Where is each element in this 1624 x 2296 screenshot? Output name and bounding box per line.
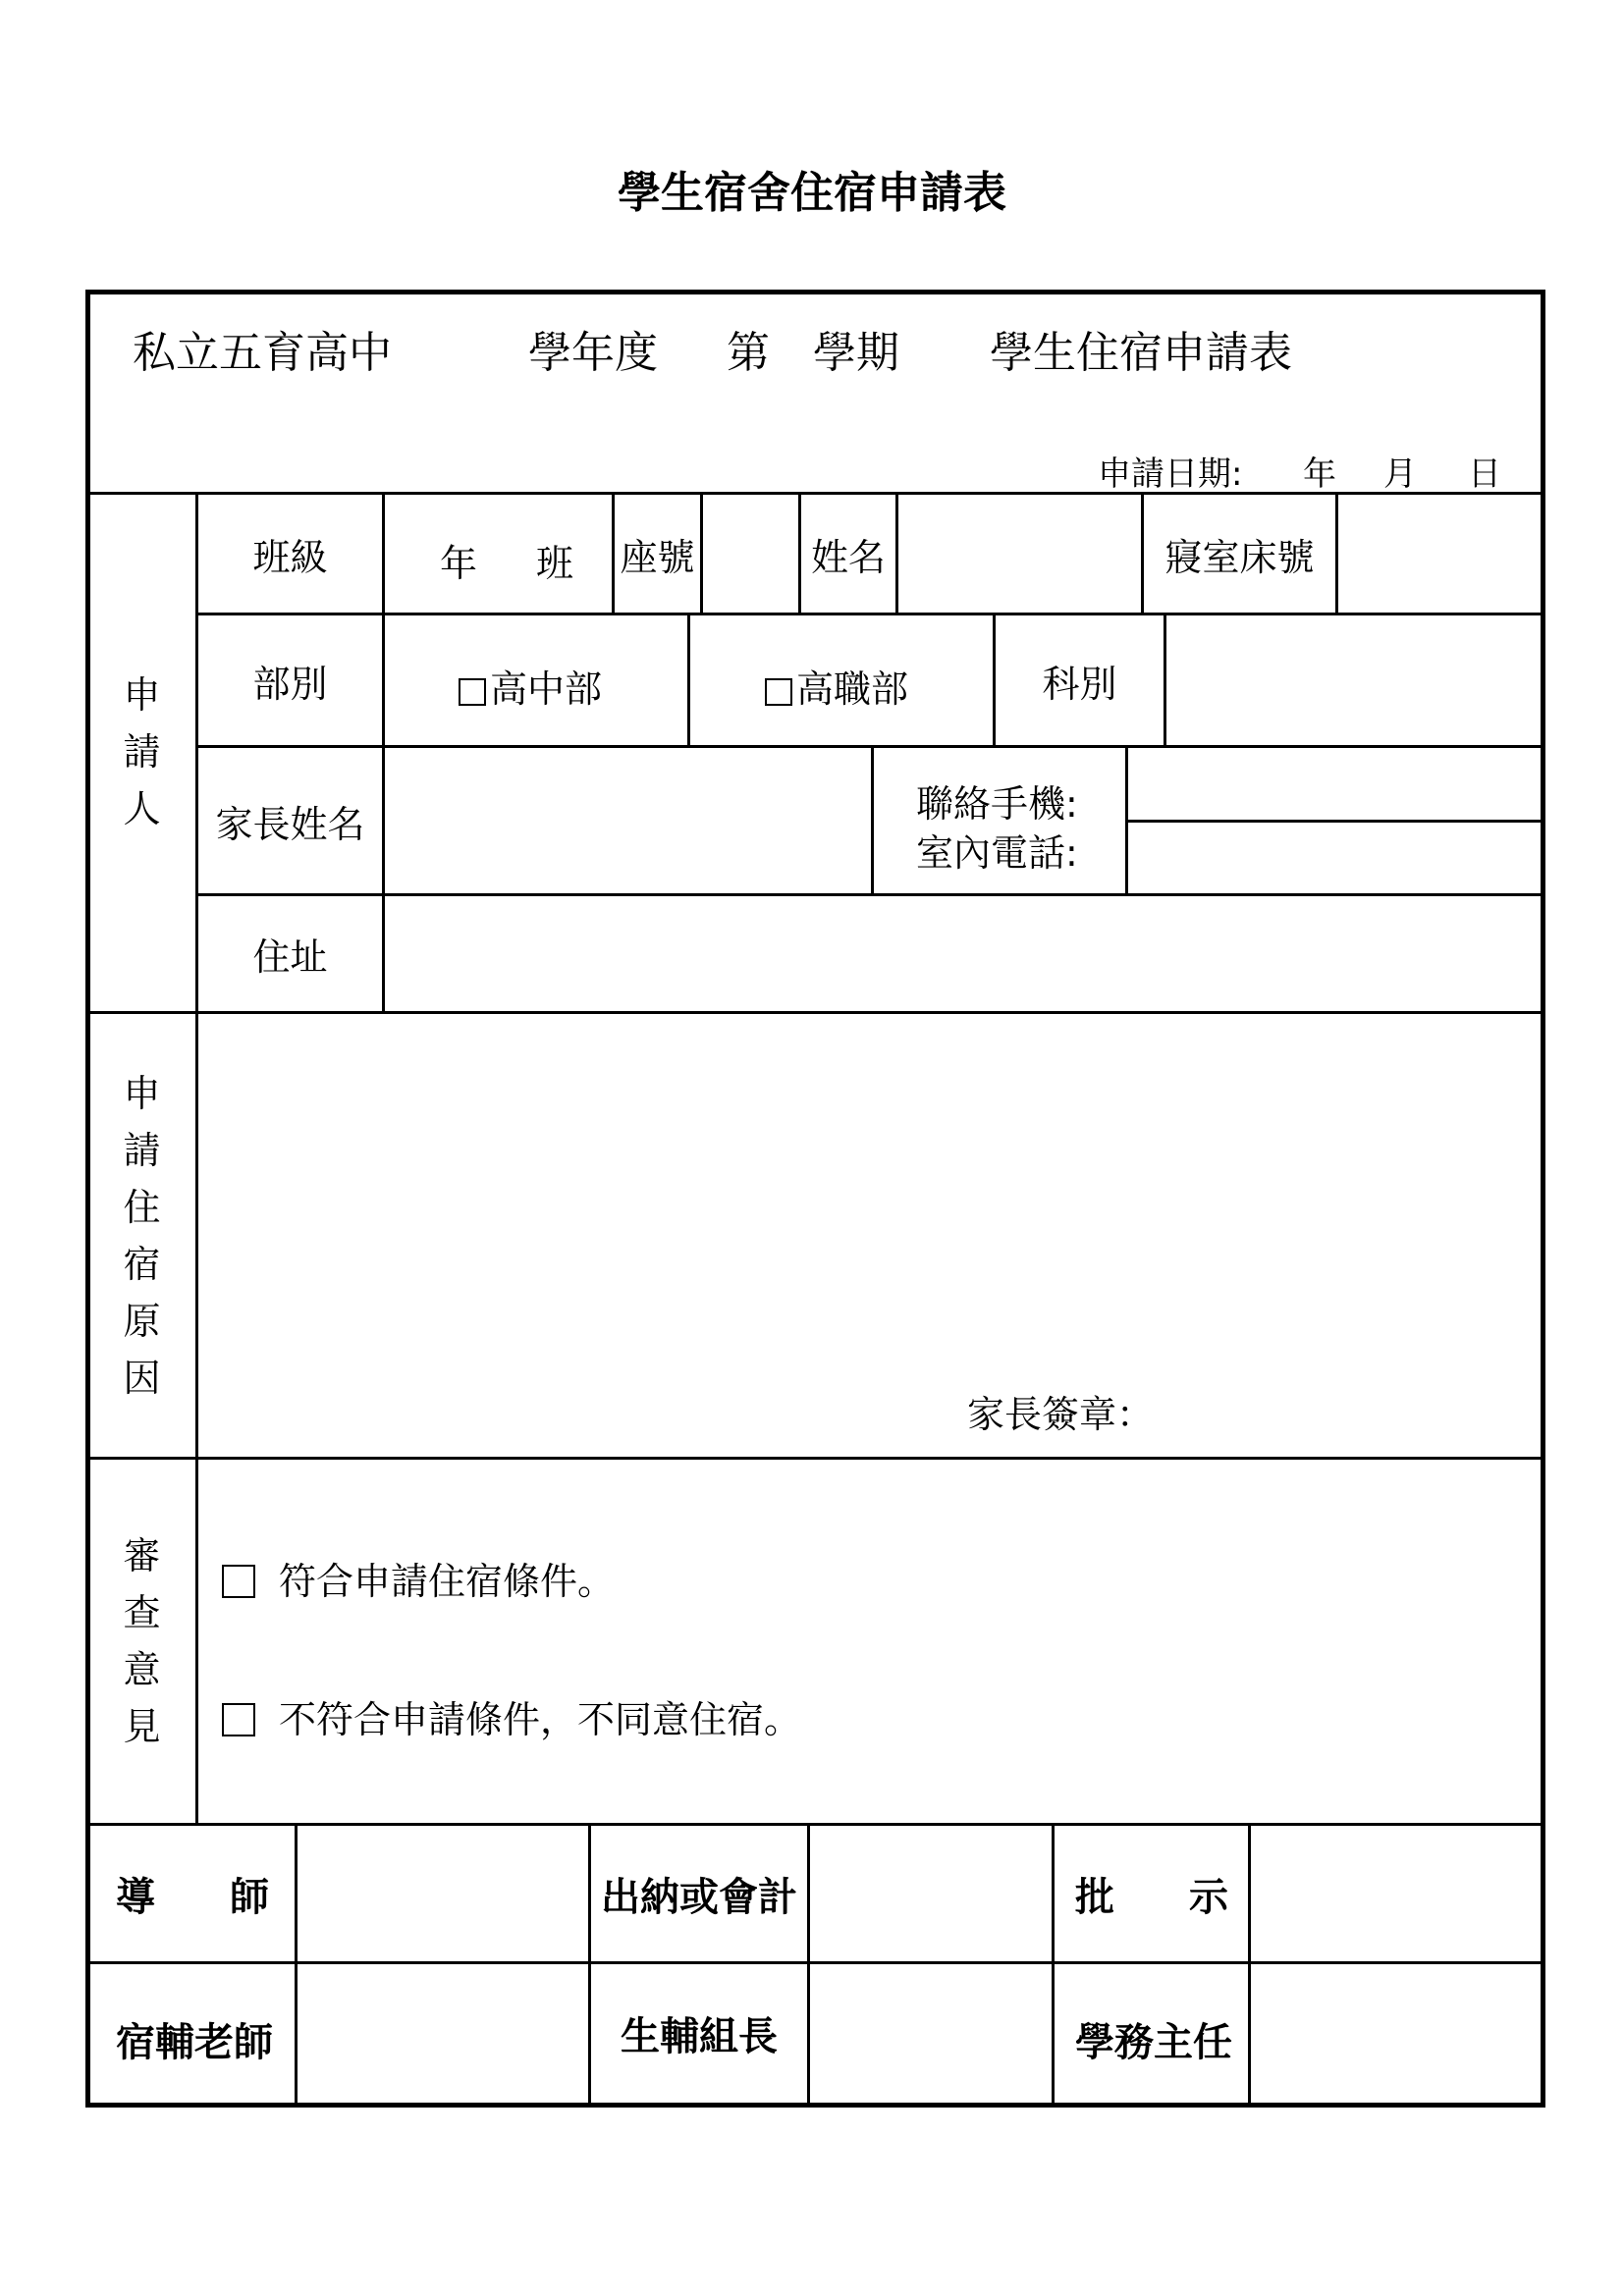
department-label: 科別 [1042,662,1117,706]
school-name: 私立五育高中 [133,328,392,378]
dorm-teacher-label: 宿輔老師 [116,2020,273,2065]
high-school-option-label: 高中部 [490,667,603,711]
seat-number-field[interactable] [703,495,798,613]
section-label-char: 申 [123,1071,161,1115]
high-school-checkbox[interactable] [459,659,602,713]
parent-name-label: 家長姓名 [215,802,365,846]
tutor-label-char: 師 [230,1874,269,1920]
section-label-char: 請 [123,1128,161,1172]
accept-option-label: 符合申請住宿條件。 [279,1560,616,1603]
checkbox-icon [222,1703,255,1736]
department-field[interactable] [1166,615,1543,745]
name-field[interactable] [898,495,1141,613]
cashier-signature-field[interactable] [810,1826,1052,1961]
reason-section-label [88,1014,195,1457]
accept-checkbox[interactable] [222,1551,615,1605]
approve-label-char: 批 [1075,1874,1114,1920]
reject-option-label: 不符合申請條件，不同意住宿。 [279,1698,802,1741]
class-label: 班級 [252,535,328,579]
dean-label: 學務主任 [1075,2020,1232,2065]
approve-label-char: 示 [1189,1874,1228,1920]
divider [871,745,874,894]
room-bed-label: 寢室床號 [1164,535,1315,579]
form-name: 學生住宿申請表 [990,328,1292,378]
approve-signature-field[interactable] [1251,1826,1543,1961]
class-class-label: 班 [536,542,574,585]
home-phone-label: 室內電話: [916,831,1078,875]
divider [687,613,690,746]
section-label-char: 住 [123,1185,161,1229]
checkbox-icon [459,678,486,706]
ordinal-label: 第 [727,328,770,378]
reason-field[interactable] [198,1014,1543,1457]
date-day-label: 日 [1468,454,1501,494]
section-label-char: 原 [123,1299,161,1343]
parent-name-field[interactable] [385,748,871,893]
address-label: 住址 [252,935,328,979]
address-field[interactable] [385,896,1543,1011]
section-label-char: 請 [123,729,161,774]
divider [1052,1823,1055,2105]
vocational-checkbox[interactable] [765,659,908,713]
home-phone-field[interactable] [1128,823,1543,893]
section-label-char: 申 [123,672,161,717]
mobile-label: 聯絡手機: [916,782,1078,826]
section-label-char: 意 [123,1648,161,1691]
date-year-label: 年 [1303,454,1336,494]
vocational-option-label: 高職部 [796,667,909,711]
review-section-label [88,1460,195,1823]
page-title: 學生宿舍住宿申請表 [618,168,1006,218]
class-year-label: 年 [440,542,478,585]
reject-checkbox[interactable] [222,1689,801,1743]
date-label: 申請日期: [1098,454,1243,494]
room-bed-field[interactable] [1338,495,1543,613]
section-label-char: 因 [123,1356,161,1400]
tutor-label [116,1826,269,1961]
section-label-char: 宿 [123,1242,161,1286]
approve-label [1075,1826,1228,1961]
dean-signature-field[interactable] [1251,1964,1543,2103]
checkbox-icon [222,1565,255,1598]
section-label-char: 查 [123,1591,161,1634]
school-year-label: 學年度 [528,328,658,378]
section-label-char: 人 [123,786,161,830]
semester-label: 學期 [813,328,899,378]
divider [88,1457,1543,1460]
section-label-char: 見 [123,1705,161,1748]
mobile-field[interactable] [1128,748,1543,820]
guidance-head-label: 生輔組長 [621,2014,778,2059]
checkbox-icon [765,678,792,706]
tutor-signature-field[interactable] [298,1826,588,1961]
parent-signature-label: 家長簽章： [967,1393,1155,1436]
applicant-section-label [88,492,195,1011]
name-label: 姓名 [810,535,886,579]
section-label-char: 審 [123,1534,161,1577]
cashier-label: 出納或會計 [601,1874,797,1920]
division-label: 部別 [252,662,328,706]
tutor-label-char: 導 [116,1874,155,1920]
seat-number-label: 座號 [620,535,695,579]
guidance-head-signature-field[interactable] [810,1964,1052,2103]
dorm-teacher-signature-field[interactable] [298,1964,588,2103]
date-month-label: 月 [1383,454,1417,494]
